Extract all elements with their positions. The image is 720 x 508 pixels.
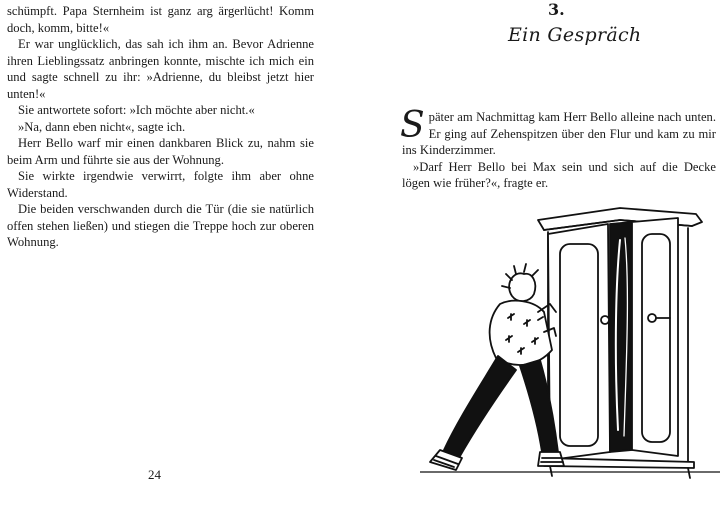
paragraph (400, 105, 716, 159)
paragraph: Er war unglücklich, das sah ich ihm an. Bevor Adrienne ihren Lieblingssatz anbringen konnte, mischte ich mich ein und sagte schnell zu ihr: »Adrienne, du bleibst jetzt hier unten!« (7, 37, 314, 101)
paragraph: »Darf Herr Bello bei Max sein und sich auf die Decke lögen wie früher?«, fragte er. (402, 159, 716, 190)
wardrobe-illustration-icon (420, 200, 720, 480)
drop-cap: S (400, 105, 425, 146)
paragraph-text: päter am Nachmittag kam Herr Bello alleine nach unten. Er ging auf Zehenspitzen über den Flur und kam zu mir ins Kinderzimmer. (402, 110, 716, 157)
left-page-text (7, 3, 314, 251)
paragraph: Sie wirkte irgendwie verwirrt, folgte ihm aber ohne Widerstand. (7, 169, 314, 200)
paragraph: schümpft. Papa Sternheim ist ganz arg ärgerlücht! Komm doch, komm, bitte!« (7, 4, 314, 35)
paragraph: Sie antwortete sofort: »Ich möchte aber nicht.« (18, 103, 255, 117)
page-number: 24 (148, 467, 161, 482)
chapter-number: 3. (548, 0, 565, 19)
paragraph: »Na, dann eben nicht«, sagte ich. (18, 119, 186, 134)
chapter-title: Ein Gespräch (508, 24, 642, 46)
paragraph: Herr Bello warf mir einen dankbaren Blick zu, nahm sie beim Arm und führte sie aus der Wohnung. (7, 136, 314, 167)
paragraph: Die beiden verschwanden durch die Tür (die sie natürlich offen stehen ließen) und stiegen die Treppe hoch zur oberen Wohnung. (7, 202, 314, 249)
right-page-text (400, 105, 716, 192)
